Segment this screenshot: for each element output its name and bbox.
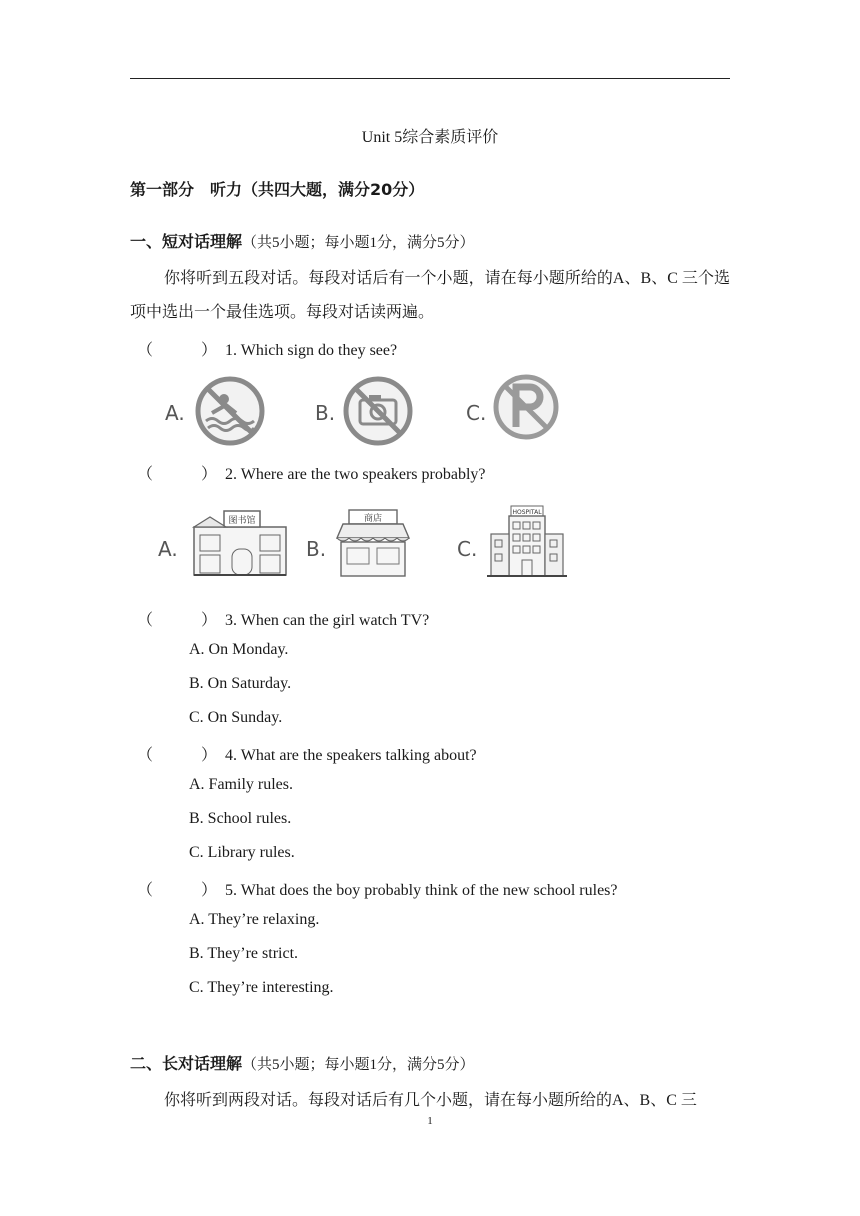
answer-blank[interactable]: （ ） [137, 882, 218, 899]
section2-title: 二、长对话理解 [130, 1054, 243, 1073]
section1-instruction: 你将听到五段对话。每段对话后有一个小题，请在每小题所给的A、B、C 三个选项中选出一个最佳选项。每段对话读两遍。 [130, 270, 730, 321]
section2-heading [130, 1051, 475, 1074]
section1-note: （共5小题；每小题1分，满分5分） [242, 235, 475, 251]
library-sign: 图书馆 [228, 516, 256, 526]
hospital-sign: HOSPITAL [512, 509, 542, 516]
section2-note: （共5小题；每小题1分，满分5分） [242, 1057, 475, 1073]
question-4 [137, 742, 477, 765]
picture-letter: A. [165, 401, 185, 425]
answer-blank[interactable]: （ ） [137, 466, 218, 483]
question-text: 2. Where are the two speakers probably? [225, 466, 486, 483]
library-building-icon [192, 509, 288, 577]
option-c[interactable]: C. On Sunday. [189, 709, 283, 726]
picture-letter: C. [457, 537, 478, 561]
question-text: 4. What are the speakers talking about? [225, 747, 477, 764]
option-a[interactable]: A. On Monday. [189, 641, 289, 658]
question-1 [137, 337, 397, 360]
answer-blank[interactable]: （ ） [137, 747, 218, 764]
question-3 [137, 607, 429, 630]
shop-sign: 商店 [363, 514, 383, 524]
no-swimming-sign-icon [194, 375, 266, 447]
section2-instruction: 你将听到两段对话。每段对话后有几个小题，请在每小题所给的A、B、C 三 [164, 1092, 697, 1109]
question-text: 1. Which sign do they see? [225, 342, 398, 359]
section1-title: 一、短对话理解 [130, 232, 243, 251]
question-2 [137, 461, 485, 484]
section1-heading [130, 229, 475, 252]
no-photography-sign-icon [342, 375, 414, 447]
hospital-building-icon [487, 504, 567, 578]
header-rule [130, 78, 730, 79]
picture-letter: C. [466, 401, 487, 425]
shop-building-icon [333, 508, 413, 578]
picture-letter: B. [306, 537, 327, 561]
picture-letter: A. [158, 537, 178, 561]
question-text: 3. When can the girl watch TV? [225, 612, 430, 629]
option-c[interactable]: C. They’re interesting. [189, 979, 334, 996]
answer-blank[interactable]: （ ） [137, 342, 218, 359]
answer-blank[interactable]: （ ） [137, 612, 218, 629]
option-a[interactable]: A. Family rules. [189, 776, 293, 793]
page-number: 1 [427, 1115, 433, 1127]
part-heading: 第一部分 听力（共四大题，满分20分） [130, 180, 425, 199]
option-c[interactable]: C. Library rules. [189, 844, 295, 861]
option-b[interactable]: B. School rules. [189, 810, 292, 827]
option-b[interactable]: B. On Saturday. [189, 675, 292, 692]
option-b[interactable]: B. They’re strict. [189, 945, 299, 962]
question-text: 5. What does the boy probably think of the new school rules? [225, 882, 618, 899]
question-5 [137, 877, 618, 900]
picture-letter: B. [315, 401, 336, 425]
option-a[interactable]: A. They’re relaxing. [189, 911, 320, 928]
page-title: Unit 5综合素质评价 [361, 129, 499, 146]
no-parking-sign-icon [492, 373, 560, 441]
